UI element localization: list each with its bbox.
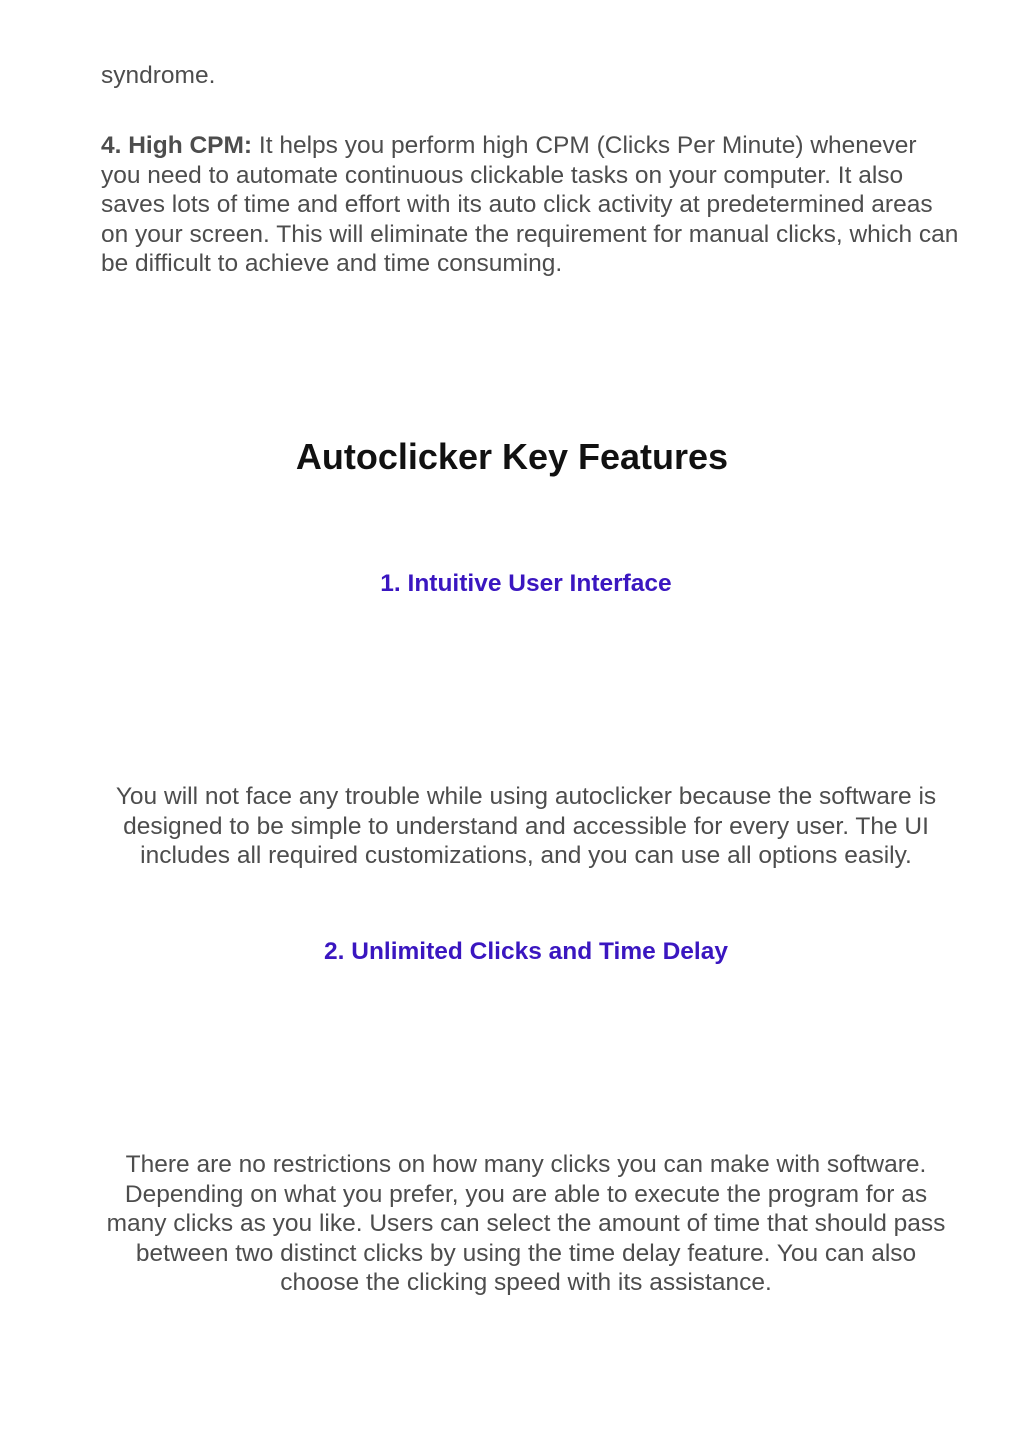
high-cpm-paragraph: [101, 131, 961, 279]
high-cpm-text: It helps you perform high CPM (Clicks Per Minute) whenever you need to automate continuous clickable tasks on your computer. It also saves lots of time and effort with its auto click activity at predetermined areas on your screen. This will eliminate the requirement for manual clicks, which can be difficult to achieve and time consuming.: [101, 132, 959, 277]
feature-body-intuitive-ui: You will not face any trouble while using autoclicker because the software is designed to be simple to understand and accessible for every user. The UI includes all required customizations, and you can use all options easily.: [115, 783, 937, 869]
feature-heading-unlimited-clicks: 2. Unlimited Clicks and Time Delay: [324, 938, 728, 965]
feature-heading-intuitive-ui: 1. Intuitive User Interface: [380, 570, 672, 597]
feature-body-unlimited-clicks: There are no restrictions on how many clicks you can make with software. Depending on what you prefer, you are able to execute the program for as many clicks as you like. Users can select the amount of time that should pass between two distinct clicks by using the time delay feature. You can also choose the clicking speed with its assistance.: [106, 1151, 946, 1296]
high-cpm-lead: 4. High CPM:: [101, 132, 253, 159]
intro-fragment: syndrome.: [101, 62, 216, 89]
section-title: Autoclicker Key Features: [295, 436, 729, 477]
